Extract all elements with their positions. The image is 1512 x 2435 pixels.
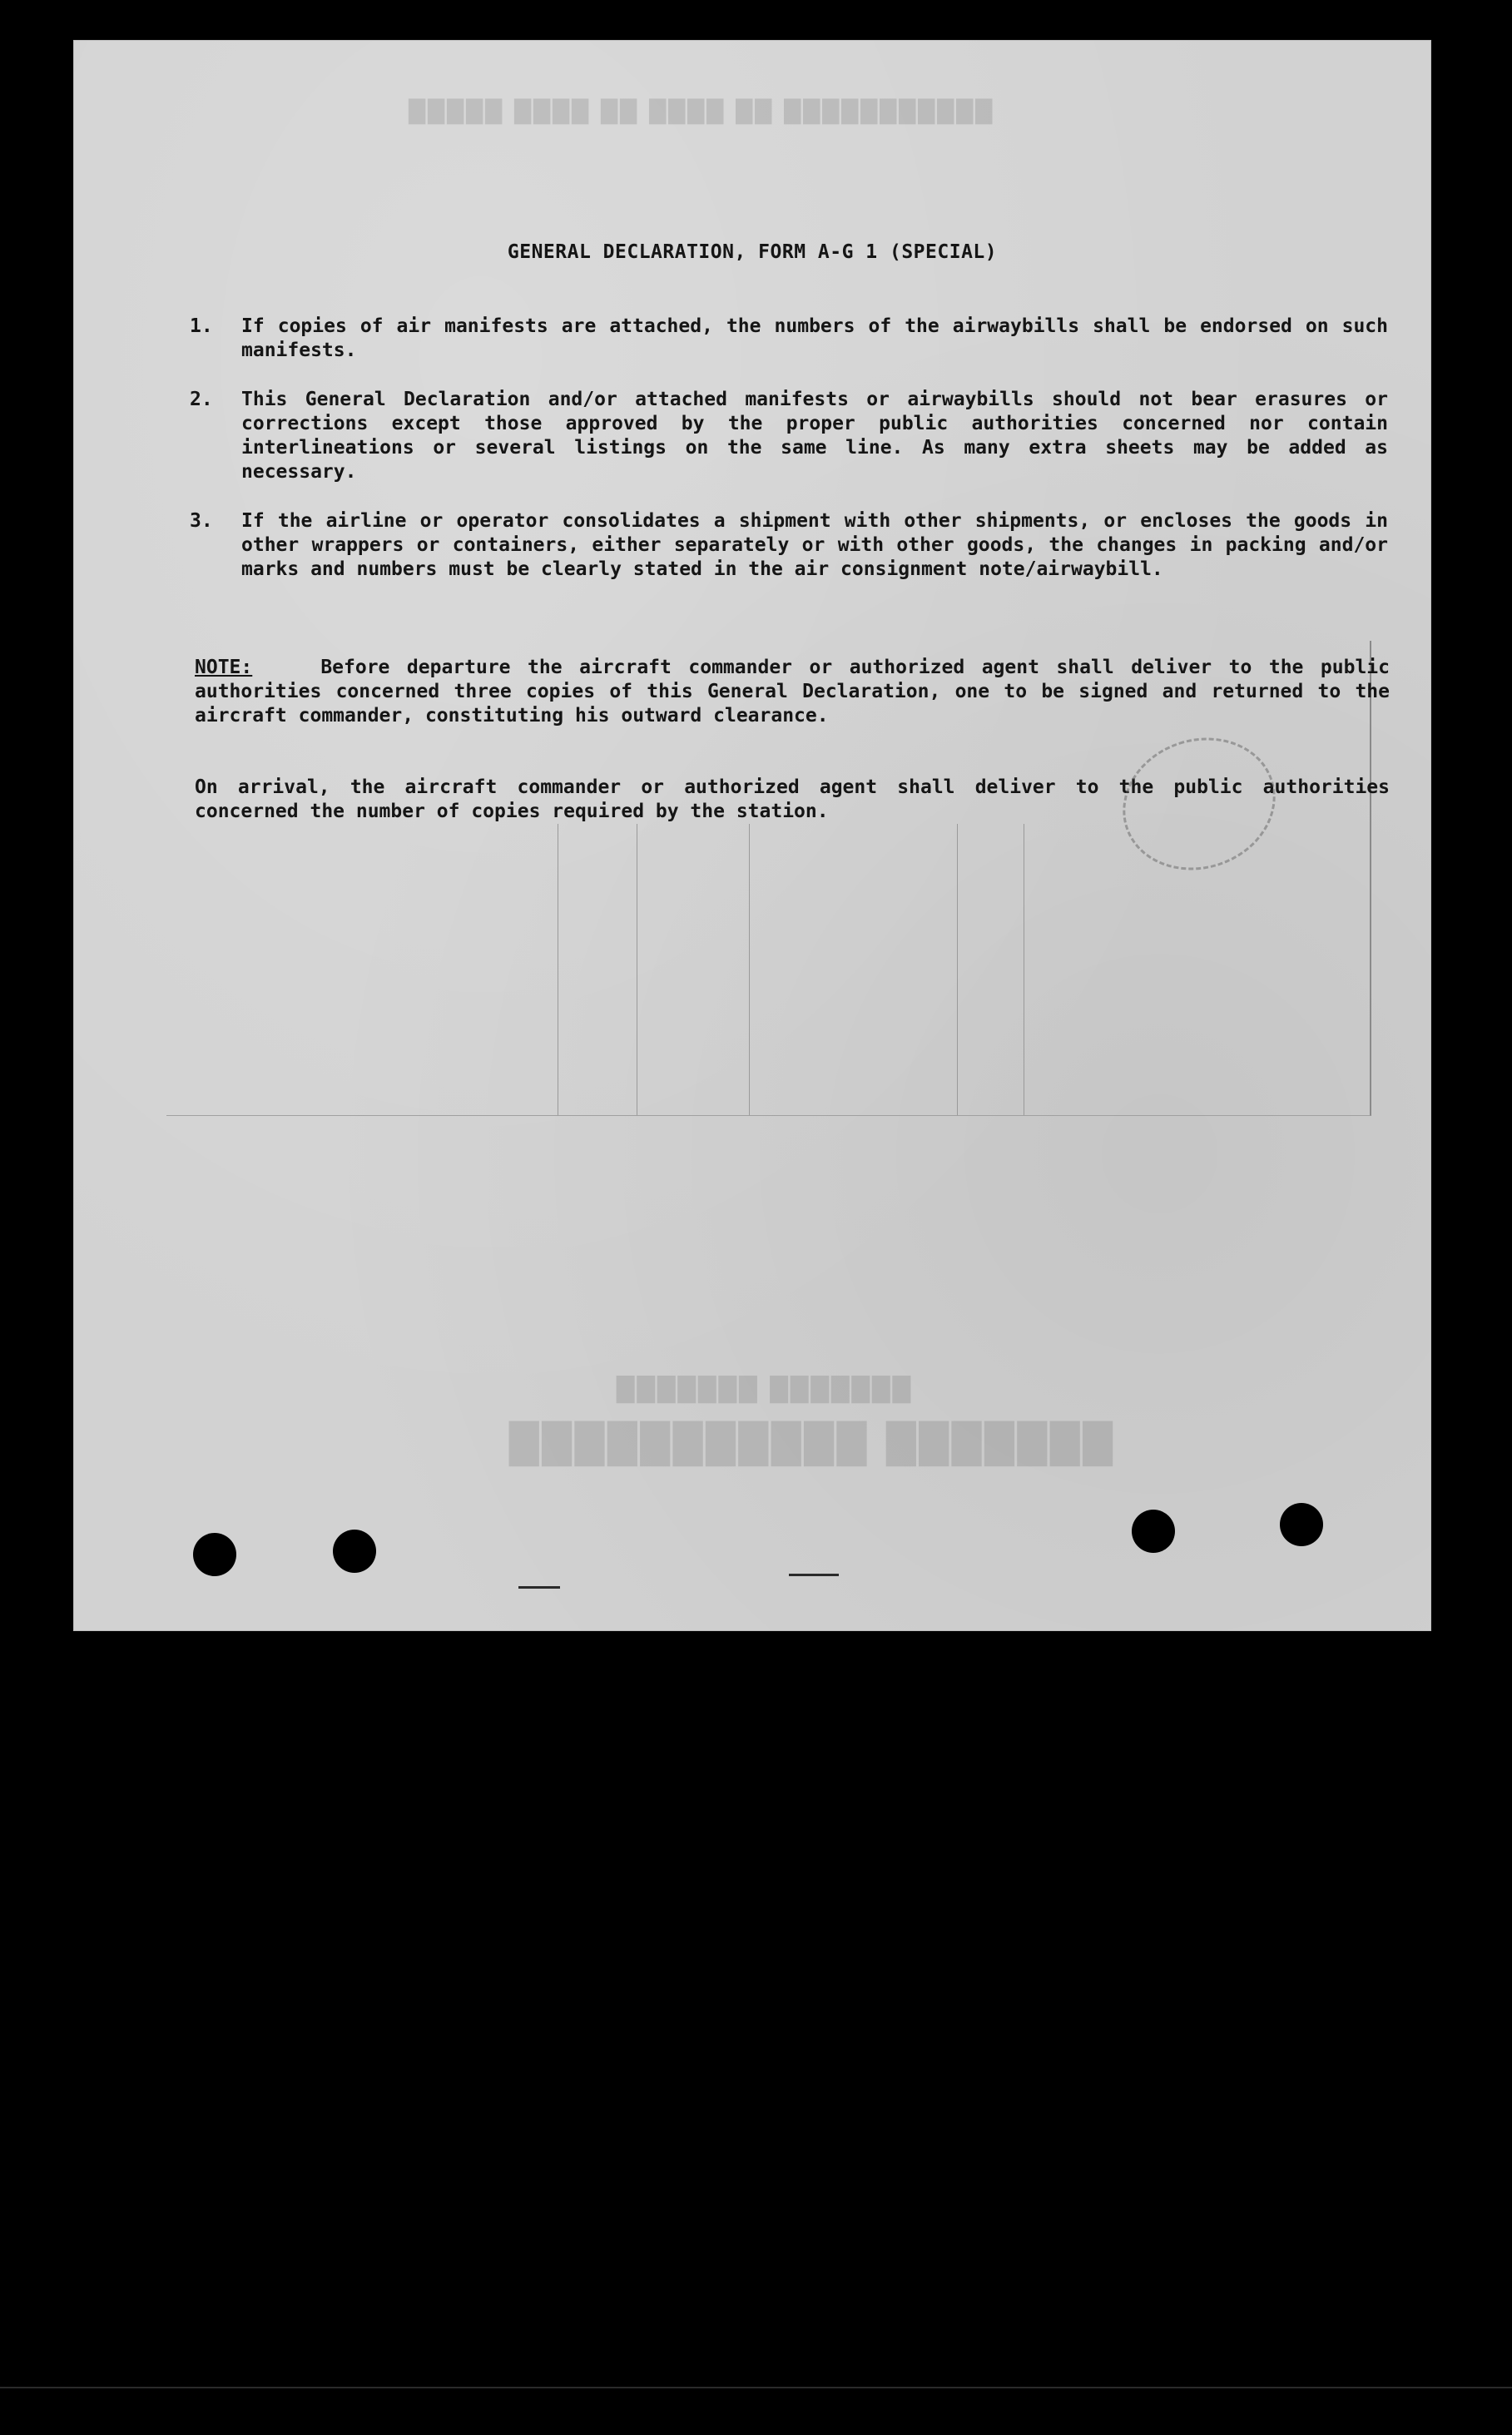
bleed-grid-line [749, 824, 750, 1115]
bleed-through-subheading: ███████ ███████ [614, 1376, 911, 1403]
arrival-text: On arrival, the aircraft commander or authorized agent shall deliver to the public authorities concerned the number of copies required by the station. [195, 776, 1390, 822]
punch-hole [333, 1530, 376, 1573]
item-text: This General Declaration and/or attached manifests or airwaybills should not bear erasures or corrections except those approved by the proper public authorities concerned nor contain interlineations or several listings on the same line. As many extra sheets may be added as necessary. [241, 389, 1388, 483]
punch-hole [1280, 1503, 1323, 1546]
page-title: GENERAL DECLARATION, FORM A-G 1 (SPECIAL) [507, 241, 998, 263]
bleed-grid-line [957, 824, 958, 1115]
bleed-through-top-line: ███████████ ██ ████ ██ ████ █████ [406, 98, 993, 123]
item-number: 1. [190, 315, 213, 337]
film-edge-line [0, 2387, 1512, 2388]
document-page [73, 40, 1431, 1631]
punch-hole [1132, 1510, 1175, 1553]
film-mark [518, 1586, 560, 1589]
punch-hole [193, 1533, 236, 1576]
note-label: NOTE: [195, 657, 253, 678]
item-text: If copies of air manifests are attached, the numbers of the airwaybills shall be endorsed on such manifests. [241, 315, 1388, 361]
note-text: Before departure the aircraft commander or authorized agent shall deliver to the public authorities concerned three copies of this General Declaration, one to be signed and returned to the aircraft commander, constituting his outward clearance. [195, 657, 1390, 727]
film-mark [789, 1574, 839, 1576]
item-number: 2. [190, 389, 213, 410]
bleed-through-heading: ███████ ███████████ [506, 1421, 1113, 1466]
item-text: If the airline or operator consolidates a shipment with other shipments, or encloses the goods in other wrappers or containers, either separately or with other goods, the changes in packing and/or marks and numbers must be clearly stated in the air consignment note/airwaybill. [241, 510, 1388, 580]
item-number: 3. [190, 510, 213, 532]
note-paragraph [195, 656, 1390, 728]
